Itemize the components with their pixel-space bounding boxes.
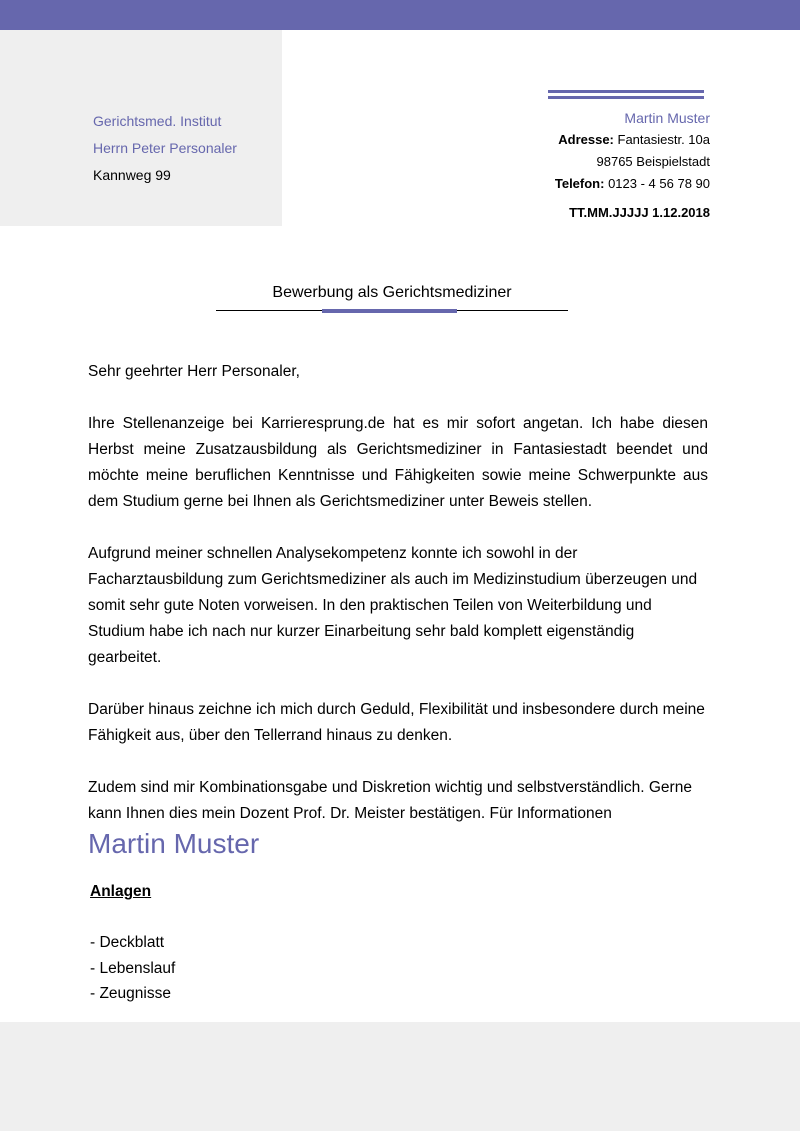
- sender-divider: [548, 90, 704, 99]
- letter-date: TT.MM.JJJJJ 1.12.2018: [569, 205, 710, 220]
- phone-number: 0123 - 4 56 78 90: [608, 176, 710, 191]
- footer-panel: [0, 1022, 800, 1131]
- sender-name: Martin Muster: [624, 110, 710, 126]
- recipient-institution: Gerichtsmed. Institut: [93, 113, 222, 129]
- salutation: Sehr geehrter Herr Personaler,: [88, 363, 300, 380]
- subject-accent-bar: [322, 309, 457, 313]
- phone-label: Telefon:: [554, 176, 605, 191]
- sender-phone-line: [555, 173, 710, 195]
- signature-name: Martin Muster: [88, 828, 260, 859]
- attachment-item: - Zeugnisse: [90, 985, 171, 1002]
- header-bar: [0, 0, 800, 30]
- sender-address-line: [555, 129, 710, 151]
- address-city: 98765 Beispielstadt: [596, 154, 710, 169]
- sender-block: [555, 107, 710, 195]
- attachments-title: Anlagen: [90, 883, 152, 900]
- recipient-person: Herrn Peter Personaler: [93, 140, 237, 156]
- paragraph-4: Zudem sind mir Kombinationsgabe und Diskretion wichtig und selbstverständlich. Gerne kann Ihnen dies mein Dozent Prof. Dr. Meister bestätigen. Für Informationen: [88, 779, 692, 822]
- address-street: Fantasiestr. 10a: [617, 132, 710, 147]
- address-label: Adresse:: [558, 132, 614, 147]
- recipient-address: [93, 108, 237, 189]
- attachment-item: - Deckblatt: [90, 934, 165, 951]
- attachment-item: - Lebenslauf: [90, 959, 176, 977]
- attachments-list: [90, 930, 390, 1007]
- paragraph-2: Aufgrund meiner schnellen Analysekompetenz konnte ich sowohl in der Facharztausbildung zum Gerichtsmediziner als auch im Medizinstudium überzeugen und somit sehr gute Noten vorweisen. In den praktischen Teilen von Weiterbildung und Studium habe ich nach nur kurzer Einarbeitung sehr bald komplett eigenständig gearbeitet.: [88, 545, 698, 666]
- paragraph-3: Darüber hinaus zeichne ich mich durch Geduld, Flexibilität und insbesondere durch meine Fähigkeit aus, über den Tellerrand hinaus zu denken.: [88, 701, 705, 744]
- subject-line: Bewerbung als Gerichtsmediziner: [272, 284, 512, 301]
- letter-body: [88, 359, 708, 822]
- recipient-street: Kannweg 99: [93, 167, 171, 183]
- attachments-section: [90, 880, 390, 1002]
- paragraph-1: Ihre Stellenanzeige bei Karrieresprung.de hat es mir sofort angetan. Ich habe diesen Herbst meine Zusatzausbildung als Gerichtsmediziner in Fantasiestadt beendet und möchte meine beruflichen Kenntnisse und Fähigkeiten sowie meine Schwerpunkte aus dem Studium gerne bei Ihnen als Gerichtsmediziner unter Beweis stellen.: [88, 415, 708, 510]
